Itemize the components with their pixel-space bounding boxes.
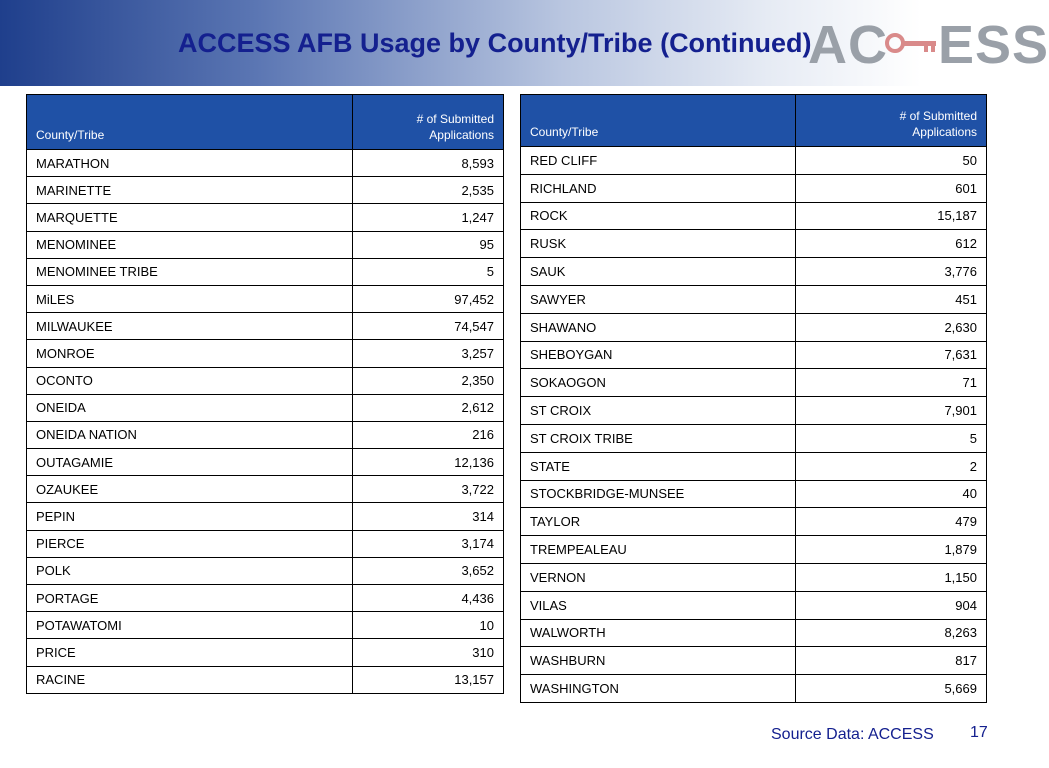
application-count-cell: 74,547 bbox=[353, 313, 504, 340]
county-name-cell: POLK bbox=[27, 557, 353, 584]
county-name-cell: OZAUKEE bbox=[27, 476, 353, 503]
county-name-cell: MARATHON bbox=[27, 150, 353, 177]
county-column-header: County/Tribe bbox=[27, 95, 353, 150]
application-count-cell: 612 bbox=[796, 230, 987, 258]
table-row bbox=[521, 480, 987, 508]
county-name-cell: TREMPEALEAU bbox=[521, 536, 796, 564]
application-count-cell: 1,879 bbox=[796, 536, 987, 564]
table-row bbox=[27, 612, 504, 639]
application-count-cell: 3,174 bbox=[353, 530, 504, 557]
application-count-cell: 2,612 bbox=[353, 394, 504, 421]
table-row bbox=[521, 536, 987, 564]
county-name-cell: SHAWANO bbox=[521, 313, 796, 341]
application-count-cell: 2,350 bbox=[353, 367, 504, 394]
application-count-cell: 601 bbox=[796, 174, 987, 202]
table-row bbox=[27, 666, 504, 693]
county-name-cell: STOCKBRIDGE-MUNSEE bbox=[521, 480, 796, 508]
county-name-cell: MENOMINEE TRIBE bbox=[27, 258, 353, 285]
application-count-cell: 314 bbox=[353, 503, 504, 530]
county-name-cell: VERNON bbox=[521, 563, 796, 591]
table-row bbox=[27, 285, 504, 312]
application-count-cell: 50 bbox=[796, 147, 987, 175]
table-row bbox=[27, 476, 504, 503]
county-name-cell: ST CROIX TRIBE bbox=[521, 424, 796, 452]
application-count-cell: 1,150 bbox=[796, 563, 987, 591]
table-row bbox=[521, 230, 987, 258]
county-name-cell: ONEIDA NATION bbox=[27, 421, 353, 448]
table-row bbox=[521, 452, 987, 480]
table-row bbox=[27, 150, 504, 177]
access-logo bbox=[800, 8, 1049, 75]
table-row bbox=[27, 585, 504, 612]
application-count-cell: 3,776 bbox=[796, 258, 987, 286]
county-name-cell: OCONTO bbox=[27, 367, 353, 394]
table-row bbox=[521, 563, 987, 591]
application-count-cell: 10 bbox=[353, 612, 504, 639]
table-header-row bbox=[27, 95, 504, 150]
table-row bbox=[27, 340, 504, 367]
county-name-cell: RICHLAND bbox=[521, 174, 796, 202]
county-name-cell: ONEIDA bbox=[27, 394, 353, 421]
county-name-cell: SHEBOYGAN bbox=[521, 341, 796, 369]
application-count-cell: 12,136 bbox=[353, 449, 504, 476]
county-name-cell: PRICE bbox=[27, 639, 353, 666]
table-row bbox=[521, 369, 987, 397]
table-row bbox=[521, 508, 987, 536]
application-count-cell: 5,669 bbox=[796, 675, 987, 703]
table-row bbox=[27, 639, 504, 666]
table-row bbox=[27, 258, 504, 285]
header-line-2: Applications bbox=[912, 125, 977, 139]
table-row bbox=[521, 285, 987, 313]
header-line-2: Applications bbox=[429, 128, 494, 142]
table-row bbox=[521, 174, 987, 202]
application-count-cell: 8,263 bbox=[796, 619, 987, 647]
application-count-cell: 310 bbox=[353, 639, 504, 666]
table-row bbox=[521, 147, 987, 175]
county-name-cell: MARINETTE bbox=[27, 177, 353, 204]
header-line-1: # of Submitted bbox=[899, 109, 977, 123]
application-count-cell: 3,652 bbox=[353, 557, 504, 584]
county-name-cell: MARQUETTE bbox=[27, 204, 353, 231]
application-count-cell: 451 bbox=[796, 285, 987, 313]
applications-column-header bbox=[353, 95, 504, 150]
table-row bbox=[27, 313, 504, 340]
table-row bbox=[521, 675, 987, 703]
table-row bbox=[521, 424, 987, 452]
application-count-cell: 71 bbox=[796, 369, 987, 397]
county-name-cell: RUSK bbox=[521, 230, 796, 258]
application-count-cell: 7,901 bbox=[796, 397, 987, 425]
logo-text-left: AC bbox=[808, 15, 888, 75]
county-name-cell: RED CLIFF bbox=[521, 147, 796, 175]
county-name-cell: MiLES bbox=[27, 285, 353, 312]
table-row bbox=[27, 421, 504, 448]
county-name-cell: WALWORTH bbox=[521, 619, 796, 647]
county-name-cell: PEPIN bbox=[27, 503, 353, 530]
page-title: ACCESS AFB Usage by County/Tribe (Continued) bbox=[178, 28, 812, 58]
county-name-cell: WASHBURN bbox=[521, 647, 796, 675]
application-count-cell: 216 bbox=[353, 421, 504, 448]
application-count-cell: 97,452 bbox=[353, 285, 504, 312]
county-name-cell: SAWYER bbox=[521, 285, 796, 313]
table-row bbox=[521, 258, 987, 286]
header-line-1: # of Submitted bbox=[416, 112, 494, 126]
county-name-cell: SAUK bbox=[521, 258, 796, 286]
county-column-header: County/Tribe bbox=[521, 95, 796, 147]
application-count-cell: 15,187 bbox=[796, 202, 987, 230]
county-name-cell: VILAS bbox=[521, 591, 796, 619]
county-name-cell: RACINE bbox=[27, 666, 353, 693]
county-name-cell: SOKAOGON bbox=[521, 369, 796, 397]
logo-text-right: ESS bbox=[938, 15, 1049, 75]
county-name-cell: PIERCE bbox=[27, 530, 353, 557]
applications-column-header bbox=[796, 95, 987, 147]
table-row bbox=[27, 394, 504, 421]
county-name-cell: MONROE bbox=[27, 340, 353, 367]
table-row bbox=[521, 397, 987, 425]
page-number: 17 bbox=[970, 724, 988, 741]
county-table-right bbox=[520, 94, 987, 703]
table-row bbox=[521, 341, 987, 369]
application-count-cell: 95 bbox=[353, 231, 504, 258]
application-count-cell: 817 bbox=[796, 647, 987, 675]
table-row bbox=[27, 530, 504, 557]
county-name-cell: MENOMINEE bbox=[27, 231, 353, 258]
table-header-row bbox=[521, 95, 987, 147]
county-name-cell: WASHINGTON bbox=[521, 675, 796, 703]
application-count-cell: 2,630 bbox=[796, 313, 987, 341]
table-row bbox=[27, 449, 504, 476]
county-name-cell: ROCK bbox=[521, 202, 796, 230]
application-count-cell: 7,631 bbox=[796, 341, 987, 369]
county-name-cell: OUTAGAMIE bbox=[27, 449, 353, 476]
application-count-cell: 1,247 bbox=[353, 204, 504, 231]
table-row bbox=[27, 503, 504, 530]
application-count-cell: 2 bbox=[796, 452, 987, 480]
application-count-cell: 40 bbox=[796, 480, 987, 508]
table-row bbox=[27, 367, 504, 394]
key-icon bbox=[884, 30, 940, 56]
application-count-cell: 904 bbox=[796, 591, 987, 619]
table-row bbox=[521, 619, 987, 647]
application-count-cell: 8,593 bbox=[353, 150, 504, 177]
application-count-cell: 3,257 bbox=[353, 340, 504, 367]
table-row bbox=[521, 313, 987, 341]
application-count-cell: 4,436 bbox=[353, 585, 504, 612]
source-note: Source Data: ACCESS bbox=[771, 726, 934, 743]
table-row bbox=[27, 177, 504, 204]
table-row bbox=[27, 204, 504, 231]
county-name-cell: POTAWATOMI bbox=[27, 612, 353, 639]
application-count-cell: 3,722 bbox=[353, 476, 504, 503]
application-count-cell: 2,535 bbox=[353, 177, 504, 204]
application-count-cell: 13,157 bbox=[353, 666, 504, 693]
table-row bbox=[521, 591, 987, 619]
county-name-cell: TAYLOR bbox=[521, 508, 796, 536]
table-row bbox=[521, 647, 987, 675]
application-count-cell: 5 bbox=[796, 424, 987, 452]
application-count-cell: 479 bbox=[796, 508, 987, 536]
county-table-left bbox=[26, 94, 504, 694]
application-count-cell: 5 bbox=[353, 258, 504, 285]
county-name-cell: STATE bbox=[521, 452, 796, 480]
table-row bbox=[27, 557, 504, 584]
county-name-cell: PORTAGE bbox=[27, 585, 353, 612]
table-row bbox=[27, 231, 504, 258]
county-name-cell: MILWAUKEE bbox=[27, 313, 353, 340]
table-row bbox=[521, 202, 987, 230]
county-name-cell: ST CROIX bbox=[521, 397, 796, 425]
